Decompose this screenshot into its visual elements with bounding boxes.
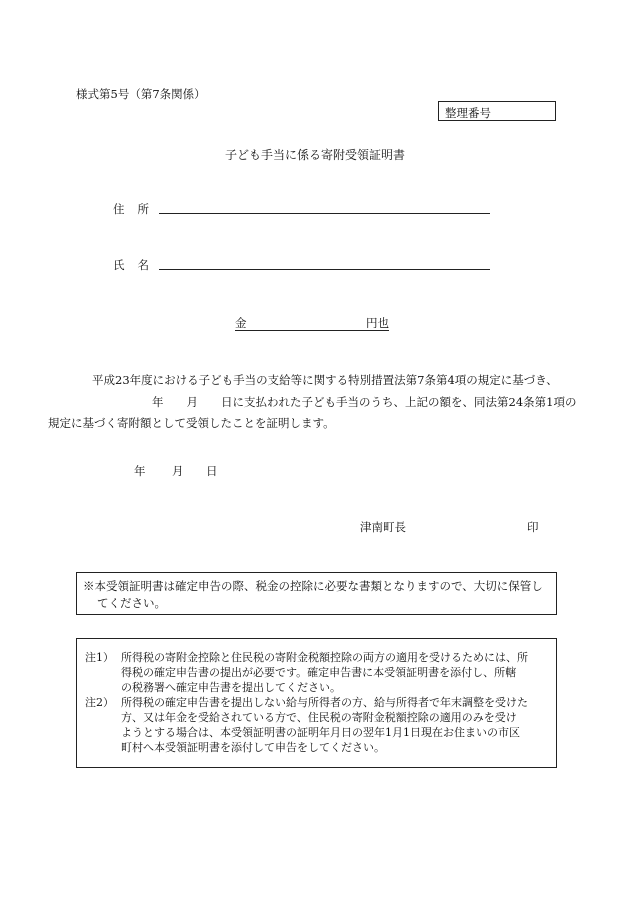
reference-number-label: 整理番号 xyxy=(445,106,491,120)
name-label-char-2: 名 xyxy=(137,258,149,272)
note-1-line: 所得税の寄附金控除と住民税の寄附金税額控除の両方の適用を受けるためには、所 xyxy=(121,651,528,664)
notice-box xyxy=(76,572,557,615)
issuer-title: 津南町長 xyxy=(360,520,406,534)
date-month: 月 xyxy=(172,464,184,478)
amount-field[interactable] xyxy=(235,315,389,331)
issue-date xyxy=(0,463,630,479)
name-label-char-1: 氏 xyxy=(113,258,125,272)
certification-line-3: 規定に基づく寄附額として受領したことを証明します。 xyxy=(48,416,335,430)
note-1-body xyxy=(121,650,528,695)
amount-prefix: 金 xyxy=(235,316,247,330)
note-1-mark: 注1） xyxy=(85,651,114,664)
note-2-line: ようとする場合は、本受領証明書の証明年月日の翌年1月1日現在お住まいの市区 xyxy=(121,726,520,739)
address-label-char-2: 所 xyxy=(137,202,149,216)
certification-text xyxy=(48,370,577,435)
certification-line-1: 平成23年度における子ども手当の支給等に関する特別措置法第7条第4項の規定に基づき、 xyxy=(92,373,558,387)
note-1-line: の税務署へ確定申告書を提出してください。 xyxy=(121,681,341,694)
certification-line-2: 年 月 日に支払われた子ども手当のうち、上記の額を、同法第24条第1項の xyxy=(152,394,577,409)
note-2-line: 町村へ本受領証明書を添付して申告をしてください。 xyxy=(121,741,385,754)
note-2-line: 所得税の確定申告書を提出しない給与所得者の方、給与所得者で年末調整を受けた xyxy=(121,696,528,709)
note-2-line: 方、又は年金を受給されている方で、住民税の寄附金税額控除の適用のみを受け xyxy=(121,711,517,724)
note-1-line: 得税の確定申告書の提出が必要です。確定申告書に本受領証明書を添付し、所轄 xyxy=(121,666,517,679)
name-label xyxy=(113,257,149,273)
reference-number-box[interactable] xyxy=(438,101,556,121)
notice-line-2: てください。 xyxy=(97,596,166,610)
form-number: 様式第5号（第7条関係） xyxy=(76,87,206,101)
address-label-char-1: 住 xyxy=(113,202,125,216)
amount-suffix: 円也 xyxy=(366,316,389,330)
date-year: 年 xyxy=(134,464,146,478)
address-field-line[interactable] xyxy=(159,213,490,214)
notes-box xyxy=(76,638,557,768)
note-1 xyxy=(85,650,548,695)
address-label xyxy=(113,201,149,217)
issuer-block xyxy=(0,519,630,535)
seal-mark: 印 xyxy=(527,520,539,534)
date-day: 日 xyxy=(206,464,218,478)
notice-line-1: ※本受領証明書は確定申告の際、税金の控除に必要な書類となりますので、大切に保管し xyxy=(83,579,543,593)
document-title: 子ども手当に係る寄附受領証明書 xyxy=(224,148,405,162)
name-field-line[interactable] xyxy=(159,269,490,270)
note-2-mark: 注2） xyxy=(85,696,114,709)
note-2 xyxy=(85,695,548,755)
note-2-body xyxy=(121,695,528,755)
